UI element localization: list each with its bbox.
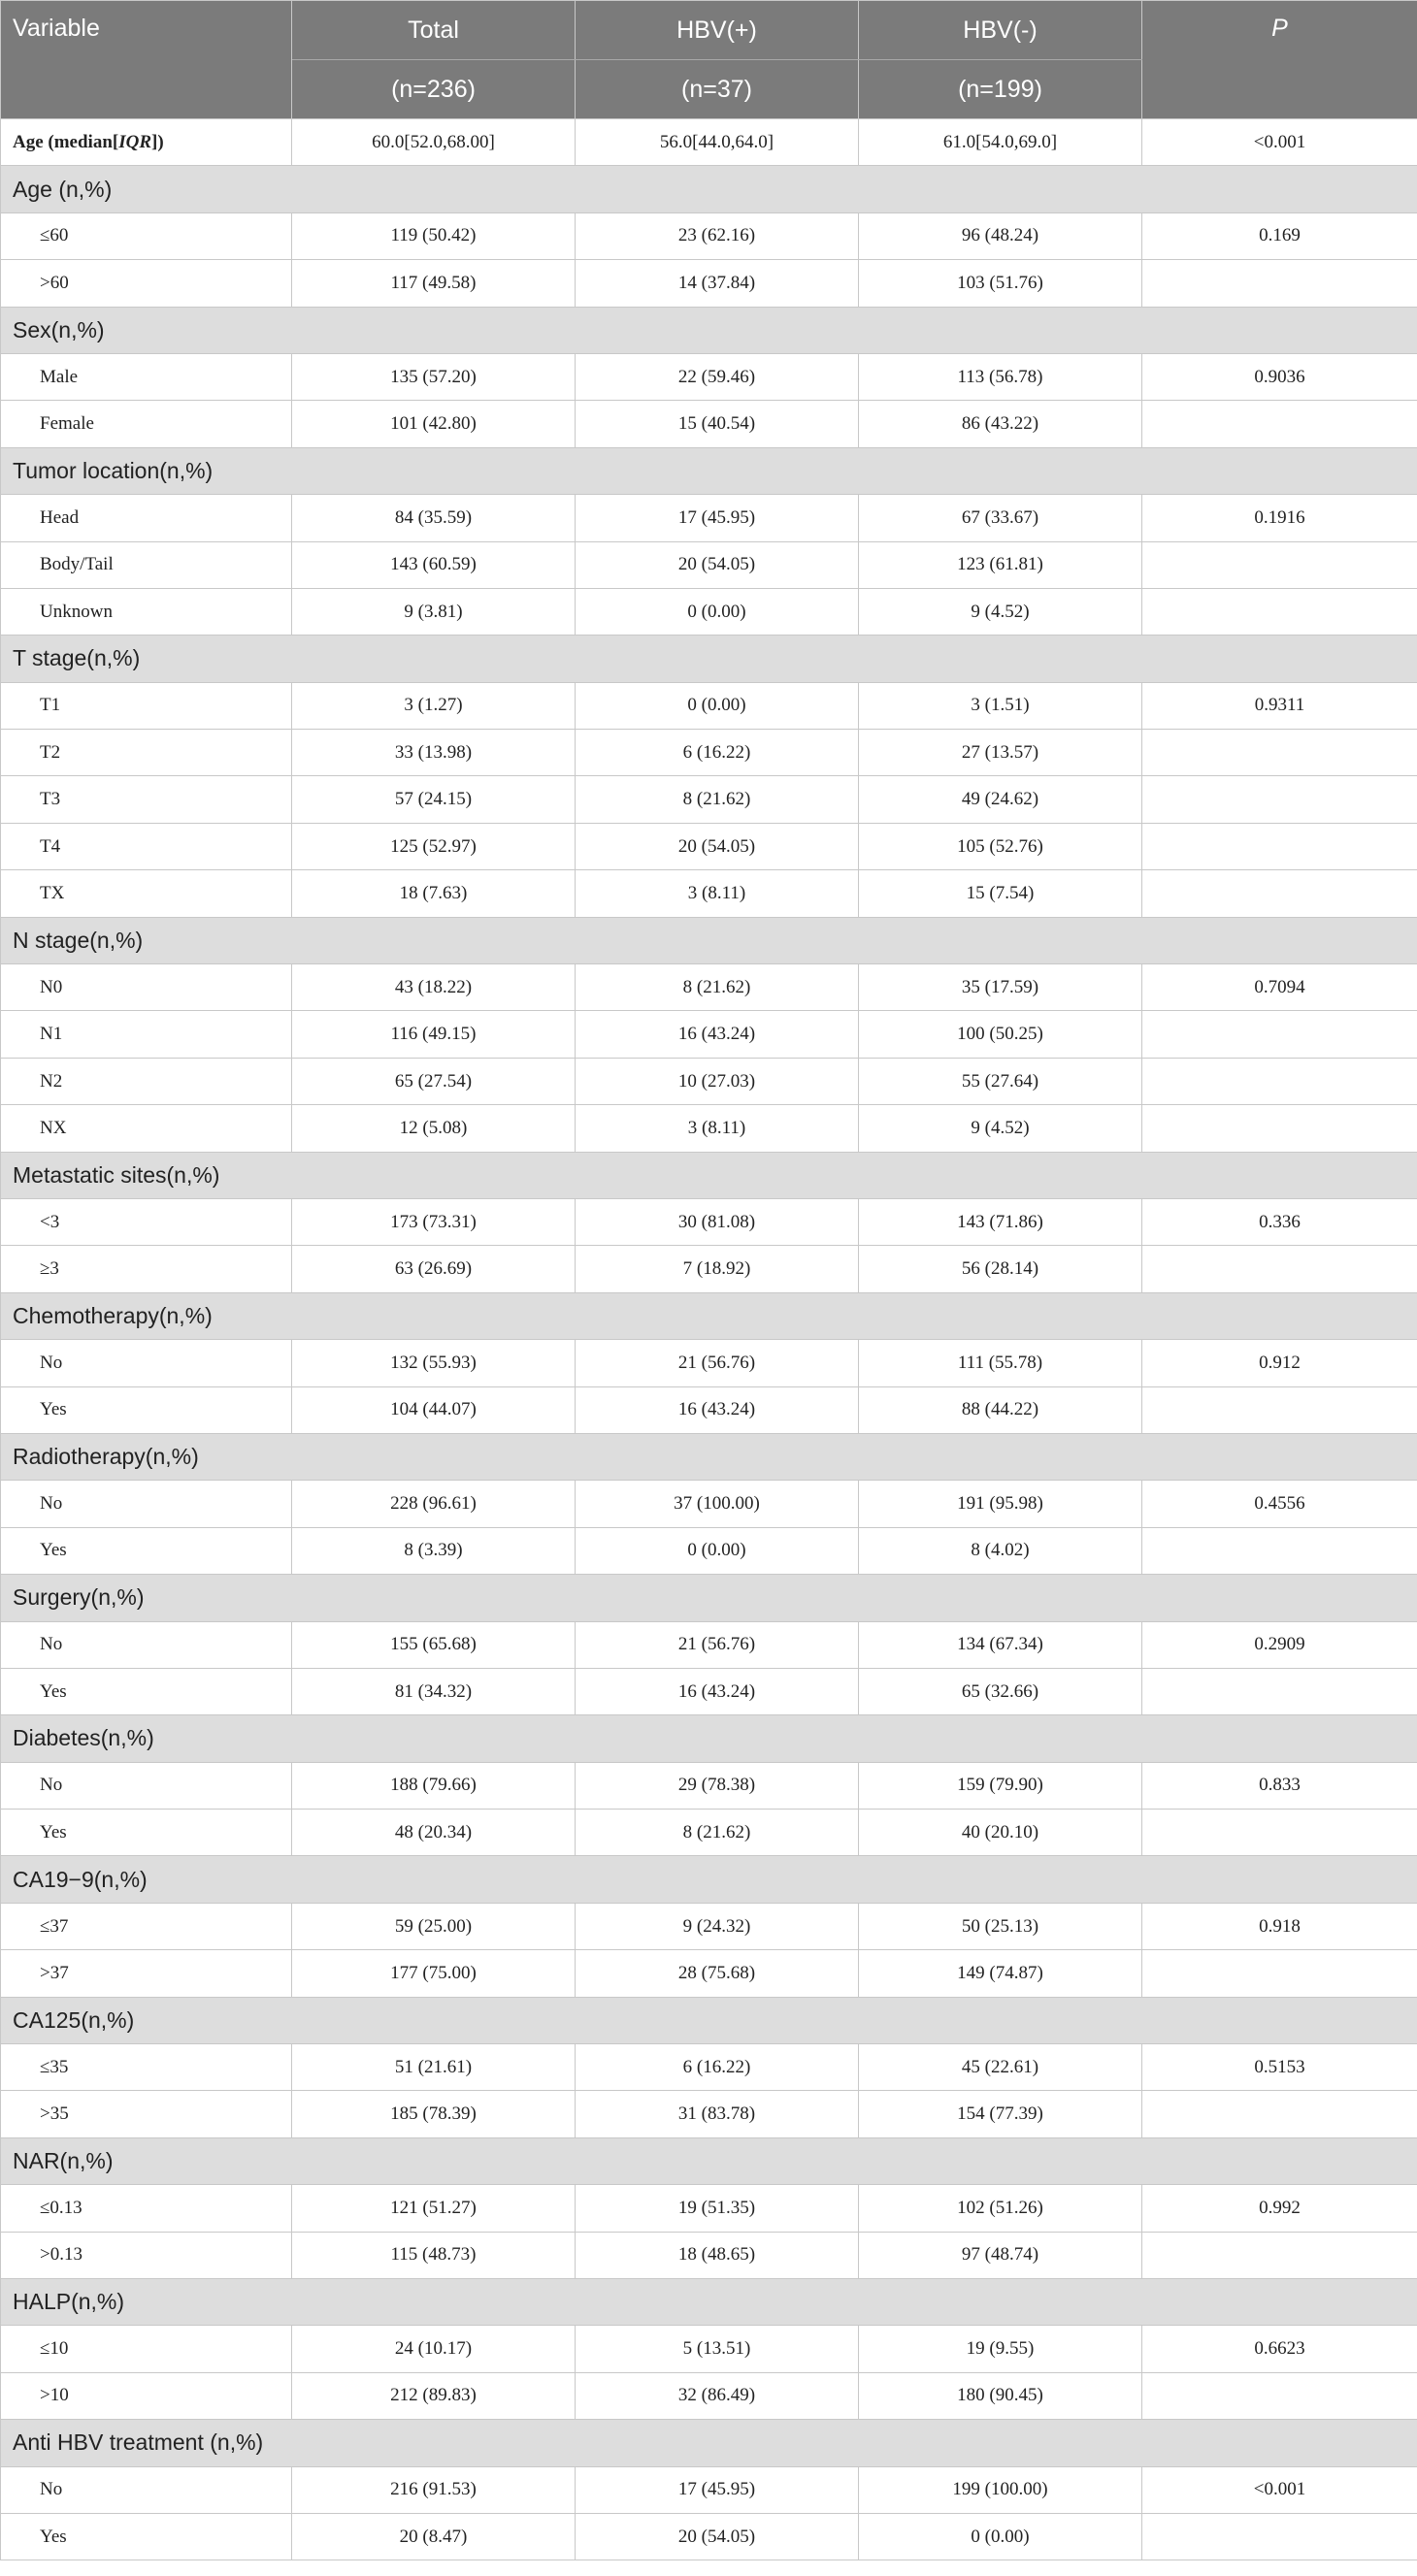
hbv-negative-value: 65 (32.66)	[859, 1668, 1142, 1714]
hbv-negative-value: 45 (22.61)	[859, 2044, 1142, 2091]
table-row	[1, 2232, 1417, 2278]
table-body	[1, 119, 1417, 2560]
table-header	[1, 1, 1417, 119]
hbv-negative-value: 100 (50.25)	[859, 1011, 1142, 1058]
hbv-positive-value: 6 (16.22)	[576, 2044, 859, 2091]
table-row	[1, 495, 1417, 541]
row-label: Yes	[1, 1527, 292, 1574]
p-value	[1142, 2091, 1417, 2137]
hbv-positive-value: 22 (59.46)	[576, 353, 859, 400]
total-value: 9 (3.81)	[292, 588, 576, 635]
hbv-negative-value: 40 (20.10)	[859, 1810, 1142, 1856]
p-value	[1142, 1668, 1417, 1714]
p-value	[1142, 1527, 1417, 1574]
hbv-negative-value: 111 (55.78)	[859, 1340, 1142, 1386]
hbv-positive-value: 7 (18.92)	[576, 1246, 859, 1292]
section-label: Sex(n,%)	[1, 307, 1417, 353]
section-header-row	[1, 2420, 1417, 2466]
section-header-row	[1, 447, 1417, 494]
p-value	[1142, 1950, 1417, 1997]
p-value	[1142, 730, 1417, 776]
p-value: <0.001	[1142, 2466, 1417, 2513]
row-label: >10	[1, 2372, 292, 2419]
hbv-positive-value: 16 (43.24)	[576, 1011, 859, 1058]
hbv-positive-value: 8 (21.62)	[576, 1810, 859, 1856]
row-label: N2	[1, 1058, 292, 1104]
p-value	[1142, 823, 1417, 869]
row-label: No	[1, 1481, 292, 1527]
total-value: 48 (20.34)	[292, 1810, 576, 1856]
header-hbv-positive-n: (n=37)	[576, 60, 859, 119]
total-value: 43 (18.22)	[292, 964, 576, 1011]
p-value: 0.7094	[1142, 964, 1417, 1011]
p-value	[1142, 1810, 1417, 1856]
hbv-negative-value: 199 (100.00)	[859, 2466, 1142, 2513]
total-value: 228 (96.61)	[292, 1481, 576, 1527]
total-value: 51 (21.61)	[292, 2044, 576, 2091]
row-label: Yes	[1, 2513, 292, 2560]
table-row	[1, 730, 1417, 776]
row-label-suffix: ])	[151, 131, 164, 152]
section-label: HALP(n,%)	[1, 2278, 1417, 2325]
hbv-negative-value: 35 (17.59)	[859, 964, 1142, 1011]
total-value: 101 (42.80)	[292, 401, 576, 447]
total-value: 132 (55.93)	[292, 1340, 576, 1386]
hbv-positive-value: 8 (21.62)	[576, 964, 859, 1011]
row-label: No	[1, 1621, 292, 1668]
hbv-positive-value: 5 (13.51)	[576, 2326, 859, 2372]
section-label: N stage(n,%)	[1, 917, 1417, 963]
table-row	[1, 1386, 1417, 1433]
table-row	[1, 260, 1417, 307]
table-row	[1, 588, 1417, 635]
hbv-negative-value: 97 (48.74)	[859, 2232, 1142, 2278]
total-value: 81 (34.32)	[292, 1668, 576, 1714]
p-value	[1142, 1105, 1417, 1152]
row-label: Yes	[1, 1668, 292, 1714]
table-row	[1, 2326, 1417, 2372]
hbv-negative-value: 56 (28.14)	[859, 1246, 1142, 1292]
total-value: 24 (10.17)	[292, 2326, 576, 2372]
hbv-positive-value: 21 (56.76)	[576, 1340, 859, 1386]
hbv-positive-value: 17 (45.95)	[576, 495, 859, 541]
p-value: 0.336	[1142, 1198, 1417, 1245]
hbv-negative-value: 154 (77.39)	[859, 2091, 1142, 2137]
table-row	[1, 1527, 1417, 1574]
hbv-positive-value: 15 (40.54)	[576, 401, 859, 447]
total-value: 3 (1.27)	[292, 682, 576, 729]
p-value: 0.918	[1142, 1903, 1417, 1949]
hbv-positive-value: 6 (16.22)	[576, 730, 859, 776]
header-hbv-positive: HBV(+)	[576, 1, 859, 60]
header-total: Total	[292, 1, 576, 60]
section-header-row	[1, 1997, 1417, 2043]
section-label: Metastatic sites(n,%)	[1, 1152, 1417, 1198]
p-value: 0.4556	[1142, 1481, 1417, 1527]
row-label: ≤37	[1, 1903, 292, 1949]
header-hbv-negative-n: (n=199)	[859, 60, 1142, 119]
hbv-negative-value: 159 (79.90)	[859, 1762, 1142, 1809]
row-label: TX	[1, 870, 292, 917]
p-value	[1142, 2232, 1417, 2278]
hbv-positive-value: 32 (86.49)	[576, 2372, 859, 2419]
p-value: <0.001	[1142, 119, 1417, 166]
section-header-row	[1, 1433, 1417, 1480]
row-label: N0	[1, 964, 292, 1011]
row-label: Body/Tail	[1, 541, 292, 588]
hbv-positive-value: 16 (43.24)	[576, 1668, 859, 1714]
table-row	[1, 1903, 1417, 1949]
hbv-positive-value: 17 (45.95)	[576, 2466, 859, 2513]
section-label: T stage(n,%)	[1, 636, 1417, 682]
hbv-negative-value: 149 (74.87)	[859, 1950, 1142, 1997]
hbv-negative-value: 61.0[54.0,69.0]	[859, 119, 1142, 166]
table-row	[1, 964, 1417, 1011]
hbv-negative-value: 0 (0.00)	[859, 2513, 1142, 2560]
hbv-positive-value: 37 (100.00)	[576, 1481, 859, 1527]
hbv-negative-value: 88 (44.22)	[859, 1386, 1142, 1433]
table-row	[1, 1621, 1417, 1668]
table-row	[1, 212, 1417, 259]
total-value: 33 (13.98)	[292, 730, 576, 776]
hbv-negative-value: 15 (7.54)	[859, 870, 1142, 917]
row-label: T3	[1, 776, 292, 823]
hbv-negative-value: 19 (9.55)	[859, 2326, 1142, 2372]
header-variable: Variable	[1, 1, 292, 119]
hbv-positive-value: 20 (54.05)	[576, 823, 859, 869]
hbv-negative-value: 27 (13.57)	[859, 730, 1142, 776]
hbv-negative-value: 143 (71.86)	[859, 1198, 1142, 1245]
section-header-row	[1, 1152, 1417, 1198]
p-value	[1142, 776, 1417, 823]
section-label: Anti HBV treatment (n,%)	[1, 2420, 1417, 2466]
hbv-negative-value: 96 (48.24)	[859, 212, 1142, 259]
hbv-negative-value: 8 (4.02)	[859, 1527, 1142, 1574]
total-value: 216 (91.53)	[292, 2466, 576, 2513]
p-value	[1142, 1246, 1417, 1292]
total-value: 20 (8.47)	[292, 2513, 576, 2560]
hbv-positive-value: 18 (48.65)	[576, 2232, 859, 2278]
row-label: ≤35	[1, 2044, 292, 2091]
total-value: 173 (73.31)	[292, 1198, 576, 1245]
total-value: 63 (26.69)	[292, 1246, 576, 1292]
table-row	[1, 1105, 1417, 1152]
hbv-positive-value: 10 (27.03)	[576, 1058, 859, 1104]
section-header-row	[1, 2137, 1417, 2184]
table-row	[1, 776, 1417, 823]
total-value: 84 (35.59)	[292, 495, 576, 541]
hbv-negative-value: 113 (56.78)	[859, 353, 1142, 400]
hbv-negative-value: 105 (52.76)	[859, 823, 1142, 869]
row-label: Male	[1, 353, 292, 400]
table-row	[1, 119, 1417, 166]
row-label: ≤60	[1, 212, 292, 259]
row-label: No	[1, 2466, 292, 2513]
section-label: Chemotherapy(n,%)	[1, 1292, 1417, 1339]
p-value	[1142, 2513, 1417, 2560]
hbv-negative-value: 103 (51.76)	[859, 260, 1142, 307]
hbv-negative-value: 180 (90.45)	[859, 2372, 1142, 2419]
table-row	[1, 1198, 1417, 1245]
hbv-negative-value: 49 (24.62)	[859, 776, 1142, 823]
total-value: 125 (52.97)	[292, 823, 576, 869]
table-row	[1, 1762, 1417, 1809]
p-value: 0.9311	[1142, 682, 1417, 729]
hbv-positive-value: 0 (0.00)	[576, 1527, 859, 1574]
row-label: >60	[1, 260, 292, 307]
section-label: Surgery(n,%)	[1, 1575, 1417, 1621]
section-header-row	[1, 307, 1417, 353]
p-value	[1142, 401, 1417, 447]
total-value: 60.0[52.0,68.00]	[292, 119, 576, 166]
hbv-positive-value: 23 (62.16)	[576, 212, 859, 259]
total-value: 115 (48.73)	[292, 2232, 576, 2278]
p-value: 0.6623	[1142, 2326, 1417, 2372]
hbv-positive-value: 14 (37.84)	[576, 260, 859, 307]
table-row	[1, 1810, 1417, 1856]
p-value	[1142, 260, 1417, 307]
hbv-positive-value: 21 (56.76)	[576, 1621, 859, 1668]
total-value: 135 (57.20)	[292, 353, 576, 400]
table-row	[1, 1950, 1417, 1997]
section-header-row	[1, 166, 1417, 212]
total-value: 12 (5.08)	[292, 1105, 576, 1152]
row-label	[1, 119, 292, 166]
row-label: Yes	[1, 1386, 292, 1433]
total-value: 117 (49.58)	[292, 260, 576, 307]
total-value: 18 (7.63)	[292, 870, 576, 917]
table-row	[1, 2372, 1417, 2419]
hbv-negative-value: 134 (67.34)	[859, 1621, 1142, 1668]
row-label: NX	[1, 1105, 292, 1152]
header-row	[1, 1, 1417, 60]
section-label: CA19−9(n,%)	[1, 1856, 1417, 1903]
hbv-positive-value: 0 (0.00)	[576, 588, 859, 635]
hbv-positive-value: 16 (43.24)	[576, 1386, 859, 1433]
hbv-negative-value: 191 (95.98)	[859, 1481, 1142, 1527]
hbv-positive-value: 56.0[44.0,64.0]	[576, 119, 859, 166]
table-row	[1, 2466, 1417, 2513]
p-value: 0.1916	[1142, 495, 1417, 541]
total-value: 8 (3.39)	[292, 1527, 576, 1574]
hbv-positive-value: 31 (83.78)	[576, 2091, 859, 2137]
hbv-negative-value: 50 (25.13)	[859, 1903, 1142, 1949]
row-label: N1	[1, 1011, 292, 1058]
p-value	[1142, 1058, 1417, 1104]
hbv-negative-value: 9 (4.52)	[859, 1105, 1142, 1152]
hbv-negative-value: 67 (33.67)	[859, 495, 1142, 541]
hbv-positive-value: 8 (21.62)	[576, 776, 859, 823]
total-value: 155 (65.68)	[292, 1621, 576, 1668]
total-value: 188 (79.66)	[292, 1762, 576, 1809]
table-row	[1, 1246, 1417, 1292]
row-label: >35	[1, 2091, 292, 2137]
hbv-positive-value: 3 (8.11)	[576, 870, 859, 917]
p-value	[1142, 870, 1417, 917]
total-value: 57 (24.15)	[292, 776, 576, 823]
row-label: No	[1, 1340, 292, 1386]
p-value	[1142, 588, 1417, 635]
total-value: 116 (49.15)	[292, 1011, 576, 1058]
section-header-row	[1, 636, 1417, 682]
row-label: T4	[1, 823, 292, 869]
section-label: Diabetes(n,%)	[1, 1715, 1417, 1762]
total-value: 59 (25.00)	[292, 1903, 576, 1949]
row-label: T1	[1, 682, 292, 729]
p-value: 0.169	[1142, 212, 1417, 259]
hbv-negative-value: 3 (1.51)	[859, 682, 1142, 729]
section-label: Radiotherapy(n,%)	[1, 1433, 1417, 1480]
total-value: 177 (75.00)	[292, 1950, 576, 1997]
hbv-negative-value: 123 (61.81)	[859, 541, 1142, 588]
hbv-positive-value: 0 (0.00)	[576, 682, 859, 729]
section-header-row	[1, 2278, 1417, 2325]
hbv-negative-value: 102 (51.26)	[859, 2185, 1142, 2232]
header-p-value: P	[1142, 1, 1417, 119]
total-value: 104 (44.07)	[292, 1386, 576, 1433]
section-label: NAR(n,%)	[1, 2137, 1417, 2184]
section-label: Tumor location(n,%)	[1, 447, 1417, 494]
total-value: 121 (51.27)	[292, 2185, 576, 2232]
hbv-negative-value: 55 (27.64)	[859, 1058, 1142, 1104]
hbv-positive-value: 20 (54.05)	[576, 541, 859, 588]
table-row	[1, 2513, 1417, 2560]
hbv-positive-value: 19 (51.35)	[576, 2185, 859, 2232]
total-value: 212 (89.83)	[292, 2372, 576, 2419]
hbv-negative-value: 9 (4.52)	[859, 588, 1142, 635]
table-row	[1, 1011, 1417, 1058]
table-row	[1, 1340, 1417, 1386]
header-total-n: (n=236)	[292, 60, 576, 119]
row-label: Unknown	[1, 588, 292, 635]
section-header-row	[1, 1856, 1417, 1903]
row-label: Yes	[1, 1810, 292, 1856]
row-label: ≤10	[1, 2326, 292, 2372]
hbv-positive-value: 30 (81.08)	[576, 1198, 859, 1245]
hbv-positive-value: 20 (54.05)	[576, 2513, 859, 2560]
p-value: 0.2909	[1142, 1621, 1417, 1668]
row-label: ≥3	[1, 1246, 292, 1292]
table-row	[1, 541, 1417, 588]
total-value: 65 (27.54)	[292, 1058, 576, 1104]
hbv-positive-value: 29 (78.38)	[576, 1762, 859, 1809]
table-row	[1, 823, 1417, 869]
table-row	[1, 870, 1417, 917]
row-label: >0.13	[1, 2232, 292, 2278]
table-row	[1, 682, 1417, 729]
table-row	[1, 1481, 1417, 1527]
table-row	[1, 2185, 1417, 2232]
row-label: ≤0.13	[1, 2185, 292, 2232]
table-row	[1, 401, 1417, 447]
row-label: Head	[1, 495, 292, 541]
section-label: Age (n,%)	[1, 166, 1417, 212]
hbv-negative-value: 86 (43.22)	[859, 401, 1142, 447]
table-row	[1, 353, 1417, 400]
p-value: 0.5153	[1142, 2044, 1417, 2091]
p-value	[1142, 1011, 1417, 1058]
total-value: 143 (60.59)	[292, 541, 576, 588]
p-value	[1142, 541, 1417, 588]
row-label: >37	[1, 1950, 292, 1997]
table-row	[1, 2091, 1417, 2137]
hbv-positive-value: 28 (75.68)	[576, 1950, 859, 1997]
p-value: 0.912	[1142, 1340, 1417, 1386]
section-label: CA125(n,%)	[1, 1997, 1417, 2043]
table-row	[1, 2044, 1417, 2091]
p-value: 0.992	[1142, 2185, 1417, 2232]
p-value	[1142, 2372, 1417, 2419]
section-header-row	[1, 1292, 1417, 1339]
hbv-positive-value: 3 (8.11)	[576, 1105, 859, 1152]
header-hbv-negative: HBV(-)	[859, 1, 1142, 60]
row-label: Female	[1, 401, 292, 447]
hbv-positive-value: 9 (24.32)	[576, 1903, 859, 1949]
table-row	[1, 1668, 1417, 1714]
section-header-row	[1, 917, 1417, 963]
total-value: 185 (78.39)	[292, 2091, 576, 2137]
p-value	[1142, 1386, 1417, 1433]
total-value: 119 (50.42)	[292, 212, 576, 259]
p-value: 0.9036	[1142, 353, 1417, 400]
section-header-row	[1, 1575, 1417, 1621]
p-value: 0.833	[1142, 1762, 1417, 1809]
table-row	[1, 1058, 1417, 1104]
row-label-emphasis: IQR	[118, 131, 152, 152]
row-label: T2	[1, 730, 292, 776]
section-header-row	[1, 1715, 1417, 1762]
row-label: <3	[1, 1198, 292, 1245]
row-label-prefix: Age (median[	[13, 131, 119, 152]
row-label: No	[1, 1762, 292, 1809]
